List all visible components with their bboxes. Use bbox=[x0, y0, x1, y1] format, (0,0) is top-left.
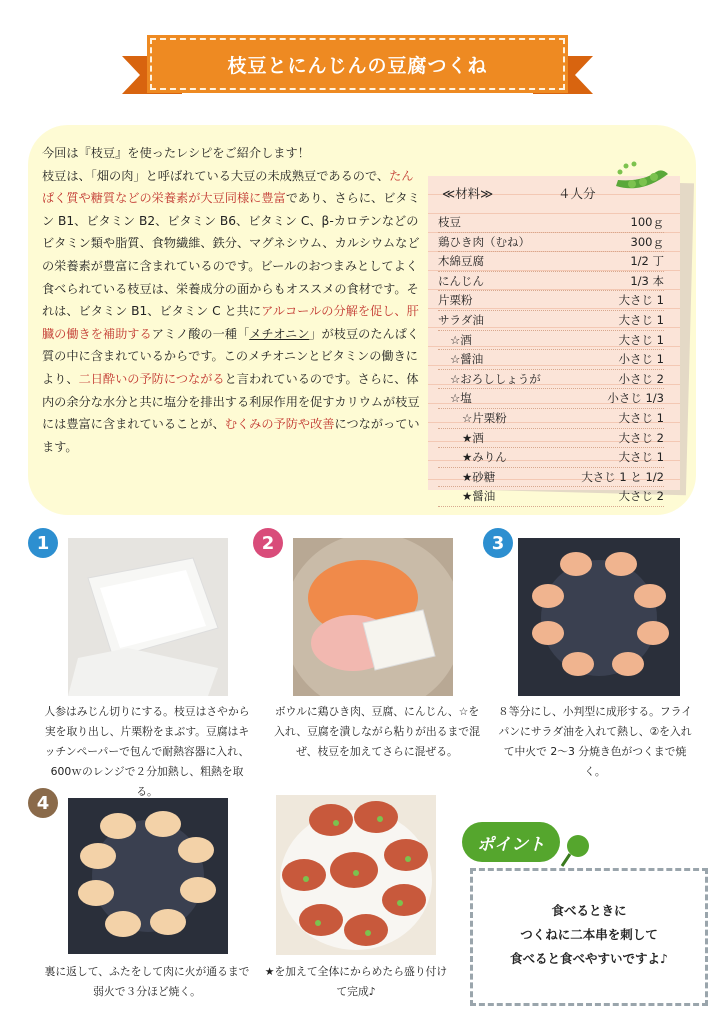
intro-seg: 」が枝豆のたんぱく質の中に含まれているからです。このメチオニンとビタミンの働きにより、 bbox=[42, 326, 420, 386]
ingredient-name: ☆片栗粉 bbox=[462, 410, 507, 425]
intro-seg: アミノ酸の一種「 bbox=[151, 326, 250, 341]
intro-seg: であり、さらに、ビタミン B1、ビタミン B2、ビタミン B6、ビタミン C、β-カロテンなどのビタミン類や脂質、食物繊維、鉄分、マグネシウム、カルシウムなどの栄養素が豊富に含まれているのです。ビールのおつまみとしてよく食べられている枝豆は、栄養成分の面からもオススメの食材です。それは、ビタミン B1、ビタミン C と共に bbox=[42, 191, 420, 319]
highlight-methionine: メチオニン bbox=[249, 326, 310, 341]
ingredient-row bbox=[438, 213, 664, 233]
ingredient-amount: 大さじ 1 bbox=[618, 332, 664, 347]
pan-cooked-patties-image bbox=[68, 798, 228, 954]
step-2-number: 2 bbox=[253, 528, 283, 558]
ingredient-name: ☆塩 bbox=[450, 391, 472, 406]
ingredient-amount: 1/2 丁 bbox=[630, 254, 664, 269]
step-4-caption: 裏に返して、ふたをして肉に火が通るまで弱火で３分ほど焼く。 bbox=[44, 965, 250, 998]
bowl-mixture-image bbox=[293, 538, 453, 696]
ingredient-row bbox=[438, 252, 664, 272]
step-2-photo bbox=[293, 538, 453, 696]
ingredient-amount: 300ｇ bbox=[630, 234, 664, 249]
step-5-caption: ★を加えて全体にからめたら盛り付けて完成♪ bbox=[264, 965, 448, 998]
ingredient-name: ☆酒 bbox=[450, 332, 472, 347]
ingredient-amount: 大さじ 1 bbox=[618, 410, 664, 425]
ingredient-amount: 大さじ 1 と 1/2 bbox=[581, 469, 664, 484]
ingredient-row bbox=[438, 311, 664, 331]
pushpin-icon bbox=[556, 830, 596, 870]
ingredient-name: 枝豆 bbox=[438, 215, 461, 229]
materials-card bbox=[428, 176, 680, 504]
ingredient-row bbox=[438, 487, 664, 507]
pan-raw-patties-image bbox=[518, 538, 680, 696]
ingredient-row bbox=[438, 429, 664, 449]
ingredient-amount: 1/3 本 bbox=[630, 273, 664, 288]
step-1-caption: 人参はみじん切りにする。枝豆はさやから実を取り出し、片栗粉をまぶす。豆腐はキッチンペーパーで包んで耐熱容器に入れ、600ｗのレンジで２分加熱し、粗熱を取る。 bbox=[44, 705, 250, 798]
intro-lead: 今回は『枝豆』を使ったレシピをご紹介します！ bbox=[42, 146, 310, 160]
materials-title: ≪材料≫ bbox=[442, 186, 494, 201]
ingredient-amount: 大さじ 2 bbox=[618, 430, 664, 445]
intro-seg: 枝豆は、「畑の肉」と呼ばれている大豆の未成熟豆であるので、 bbox=[42, 168, 390, 183]
ingredient-row bbox=[438, 370, 664, 390]
ingredient-amount: 小さじ 1 bbox=[618, 352, 664, 367]
edamame-icon bbox=[612, 160, 672, 194]
ingredient-name: 片栗粉 bbox=[438, 293, 473, 308]
ingredient-name: サラダ油 bbox=[438, 312, 484, 327]
point-line: つくねに二本串を刺して bbox=[520, 927, 658, 942]
ingredient-amount: 大さじ 1 bbox=[618, 312, 664, 327]
materials-servings: ４人分 bbox=[558, 186, 596, 201]
intro-body bbox=[42, 165, 420, 459]
ingredient-row bbox=[438, 468, 664, 488]
ingredient-name: ★醤油 bbox=[462, 489, 496, 504]
intro-text bbox=[42, 142, 420, 458]
highlight-hangover: 二日酔いの予防につながる bbox=[78, 371, 225, 386]
step-4-number: 4 bbox=[28, 788, 58, 818]
tofu-image bbox=[68, 538, 228, 696]
intro-seg: と言われているのです。さらに、体内の余分な水分と共に塩分を排出する利尿作用を促すカリウムが枝豆には豊富に含まれていることが、 bbox=[42, 371, 420, 432]
ingredient-name: ★砂糖 bbox=[462, 469, 496, 484]
ingredient-amount: 小さじ 2 bbox=[618, 371, 664, 386]
step-3-caption: ８等分にし、小判型に成形する。フライパンにサラダ油を入れて熱し、②を入れて中火で 2～3 分焼き色がつくまで焼く。 bbox=[497, 705, 693, 778]
step-5-photo bbox=[276, 795, 436, 955]
banner-body bbox=[150, 38, 565, 90]
point-text bbox=[473, 899, 705, 971]
highlight-swelling: むくみの予防や改善 bbox=[224, 417, 335, 432]
ingredient-name: ★みりん bbox=[462, 450, 507, 465]
highlight-alcohol: アルコールの分解を促し、肝臓の働きを補助する bbox=[42, 304, 419, 341]
ingredient-amount: 大さじ 1 bbox=[618, 450, 664, 465]
ingredient-name: ☆おろししょうが bbox=[450, 371, 541, 386]
ingredient-row bbox=[438, 409, 664, 429]
ingredient-name: 鶏ひき肉（むね） bbox=[438, 234, 530, 249]
point-box bbox=[470, 868, 708, 1006]
ingredient-list bbox=[438, 213, 664, 507]
step-4-photo bbox=[68, 798, 228, 954]
intro-seg: につながっています。 bbox=[42, 417, 420, 454]
ingredient-amount: 100ｇ bbox=[630, 215, 664, 229]
ingredient-amount: 小さじ 1/3 bbox=[607, 391, 664, 406]
ingredient-name: ★酒 bbox=[462, 430, 484, 445]
ingredient-row bbox=[438, 233, 664, 253]
point-label: ポイント bbox=[462, 822, 560, 862]
plated-tsukune-image bbox=[276, 795, 436, 955]
ingredient-row bbox=[438, 291, 664, 311]
page-title: 枝豆とにんじんの豆腐つくね bbox=[227, 54, 488, 77]
ingredient-row bbox=[438, 448, 664, 468]
step-3-photo bbox=[518, 538, 680, 696]
ingredient-amount: 大さじ 2 bbox=[618, 489, 664, 504]
step-1-photo bbox=[68, 538, 228, 696]
ingredient-name: にんじん bbox=[438, 273, 484, 288]
step-2-caption: ボウルに鶏ひき肉、豆腐、にんじん、☆を入れ、豆腐を潰しながら粘りが出るまで混ぜ、枝豆を加えてさらに混ぜる。 bbox=[274, 705, 480, 758]
ingredient-row bbox=[438, 389, 664, 409]
ingredient-name: ☆醤油 bbox=[450, 352, 484, 367]
point-line: 食べると食べやすいですよ♪ bbox=[510, 951, 668, 966]
ingredient-row bbox=[438, 350, 664, 370]
ingredient-name: 木綿豆腐 bbox=[438, 254, 484, 269]
point-line: 食べるときに bbox=[551, 903, 627, 918]
ingredient-amount: 大さじ 1 bbox=[618, 293, 664, 308]
highlight-protein: たんぱく質や糖質などの栄養素が大豆同様に豊富 bbox=[42, 168, 414, 206]
ingredient-row bbox=[438, 331, 664, 351]
title-banner bbox=[150, 38, 565, 90]
step-3-number: 3 bbox=[483, 528, 513, 558]
ingredient-row bbox=[438, 272, 664, 292]
step-1-number: 1 bbox=[28, 528, 58, 558]
